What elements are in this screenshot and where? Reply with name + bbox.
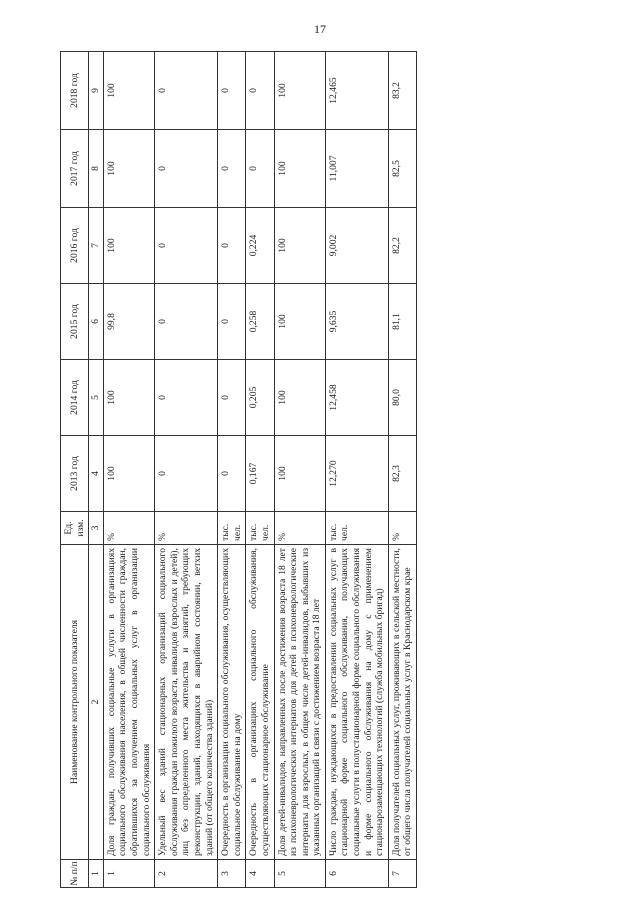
unit-cell: % xyxy=(274,512,325,545)
unit-cell: % xyxy=(388,512,416,545)
header-year: 2018 год xyxy=(61,52,89,130)
table-row xyxy=(155,52,218,888)
column-index: 4 xyxy=(89,436,104,512)
column-index: 8 xyxy=(89,130,104,208)
column-index-row xyxy=(89,52,104,888)
value-cell: 82,3 xyxy=(388,436,416,512)
value-cell: 0 xyxy=(218,52,246,130)
value-cell: 0 xyxy=(155,284,218,360)
indicators-table xyxy=(60,51,417,888)
row-number: 4 xyxy=(246,860,274,888)
value-cell: 0 xyxy=(218,130,246,208)
column-index: 1 xyxy=(89,860,104,888)
value-cell: 0 xyxy=(218,436,246,512)
header-year: 2014 год xyxy=(61,360,89,436)
value-cell: 100 xyxy=(274,360,325,436)
value-cell: 100 xyxy=(103,436,154,512)
table-row xyxy=(325,52,388,888)
page-number: 17 xyxy=(314,22,326,36)
value-cell: 0,167 xyxy=(246,436,274,512)
header-year: 2013 год xyxy=(61,436,89,512)
column-index: 6 xyxy=(89,284,104,360)
value-cell: 9,002 xyxy=(325,208,388,284)
rotated-sheet xyxy=(60,52,570,888)
value-cell: 0 xyxy=(218,360,246,436)
unit-cell: тыс. чел. xyxy=(246,512,274,545)
header-unit: Ед. изм. xyxy=(61,512,89,545)
value-cell: 12,458 xyxy=(325,360,388,436)
value-cell: 0 xyxy=(155,436,218,512)
indicator-name: Доля получателей социальных услуг, проживающих в сельской местности, от общего числа получателей социальных услуг в Краснодарском крае xyxy=(388,545,416,860)
header-year: 2015 год xyxy=(61,284,89,360)
value-cell: 100 xyxy=(274,436,325,512)
value-cell: 11,007 xyxy=(325,130,388,208)
table-row xyxy=(103,52,154,888)
value-cell: 0,205 xyxy=(246,360,274,436)
value-cell: 100 xyxy=(274,130,325,208)
value-cell: 0 xyxy=(218,284,246,360)
value-cell: 0 xyxy=(246,130,274,208)
unit-cell: тыс. чел. xyxy=(325,512,388,545)
table-row xyxy=(218,52,246,888)
value-cell: 0 xyxy=(218,208,246,284)
header-year: 2016 год xyxy=(61,208,89,284)
value-cell: 0 xyxy=(155,52,218,130)
row-number: 5 xyxy=(274,860,325,888)
table-row xyxy=(274,52,325,888)
value-cell: 81,1 xyxy=(388,284,416,360)
row-number: 3 xyxy=(218,860,246,888)
row-number: 2 xyxy=(155,860,218,888)
value-cell: 100 xyxy=(103,52,154,130)
table-row xyxy=(246,52,274,888)
row-number: 6 xyxy=(325,860,388,888)
value-cell: 12,465 xyxy=(325,52,388,130)
value-cell: 12,270 xyxy=(325,436,388,512)
indicator-name: Доля детей-инвалидов, направленных после достижения возраста 18 лет из психоневрологических интернатов для детей в психоневрологические интернаты для взрослых, в общем числе детей-инвалидов, выбывших из указанных организаций в связи с достижением возраста 18 лет xyxy=(274,545,325,860)
row-number: 1 xyxy=(103,860,154,888)
value-cell: 100 xyxy=(103,208,154,284)
value-cell: 0 xyxy=(155,130,218,208)
indicator-name: Очередность в организациях социального обслуживания, осуществляющих стационарное обслуживание xyxy=(246,545,274,860)
value-cell: 100 xyxy=(274,52,325,130)
value-cell: 100 xyxy=(103,360,154,436)
column-index: 7 xyxy=(89,208,104,284)
table-header-row xyxy=(61,52,89,888)
row-number: 7 xyxy=(388,860,416,888)
table-row xyxy=(388,52,416,888)
header-name: Наименование контрольного показателя xyxy=(61,545,89,860)
value-cell: 80,0 xyxy=(388,360,416,436)
value-cell: 100 xyxy=(274,208,325,284)
indicator-name: Удельный вес зданий стационарных организаций социального обслуживания граждан пожилого возраста, инвалидов (взрослых и детей), лиц без определенного места жительства и занятий, требующих реконструкции, зданий, находящихся в аварийном состоянии, ветхих зданий (от общего количества зданий) xyxy=(155,545,218,860)
column-index: 5 xyxy=(89,360,104,436)
value-cell: 0 xyxy=(246,52,274,130)
column-index: 9 xyxy=(89,52,104,130)
value-cell: 99,8 xyxy=(103,284,154,360)
value-cell: 0 xyxy=(155,208,218,284)
header-num: № п/п xyxy=(61,860,89,888)
unit-cell: % xyxy=(155,512,218,545)
indicator-name: Число граждан, нуждающихся в предоставлении социальных услуг в стационарной форме социального обслуживания, получающих социальные услуги в полустационарной форме социального обслуживания и форме социального обслуживания на дому с применением стационарозамещающих технологий (служба мобильных бригад) xyxy=(325,545,388,860)
unit-cell: тыс. чел. xyxy=(218,512,246,545)
value-cell: 100 xyxy=(103,130,154,208)
value-cell: 100 xyxy=(274,284,325,360)
unit-cell: % xyxy=(103,512,154,545)
value-cell: 83,2 xyxy=(388,52,416,130)
value-cell: 0,224 xyxy=(246,208,274,284)
value-cell: 0,258 xyxy=(246,284,274,360)
column-index: 2 xyxy=(89,545,104,860)
header-year: 2017 год xyxy=(61,130,89,208)
indicator-name: Доля граждан, получивших социальные услуги в организациях социального обслуживания населения, в общей численности граждан, обратившихся за получением социальных услуг в организации социального обслуживания xyxy=(103,545,154,860)
rotated-table-area xyxy=(60,52,570,888)
value-cell: 82,5 xyxy=(388,130,416,208)
value-cell: 0 xyxy=(155,360,218,436)
indicator-name: Очередность в организации социального обслуживания, осуществляющих социальное обслуживание на дому xyxy=(218,545,246,860)
value-cell: 9,635 xyxy=(325,284,388,360)
column-index: 3 xyxy=(89,512,104,545)
value-cell: 82,2 xyxy=(388,208,416,284)
